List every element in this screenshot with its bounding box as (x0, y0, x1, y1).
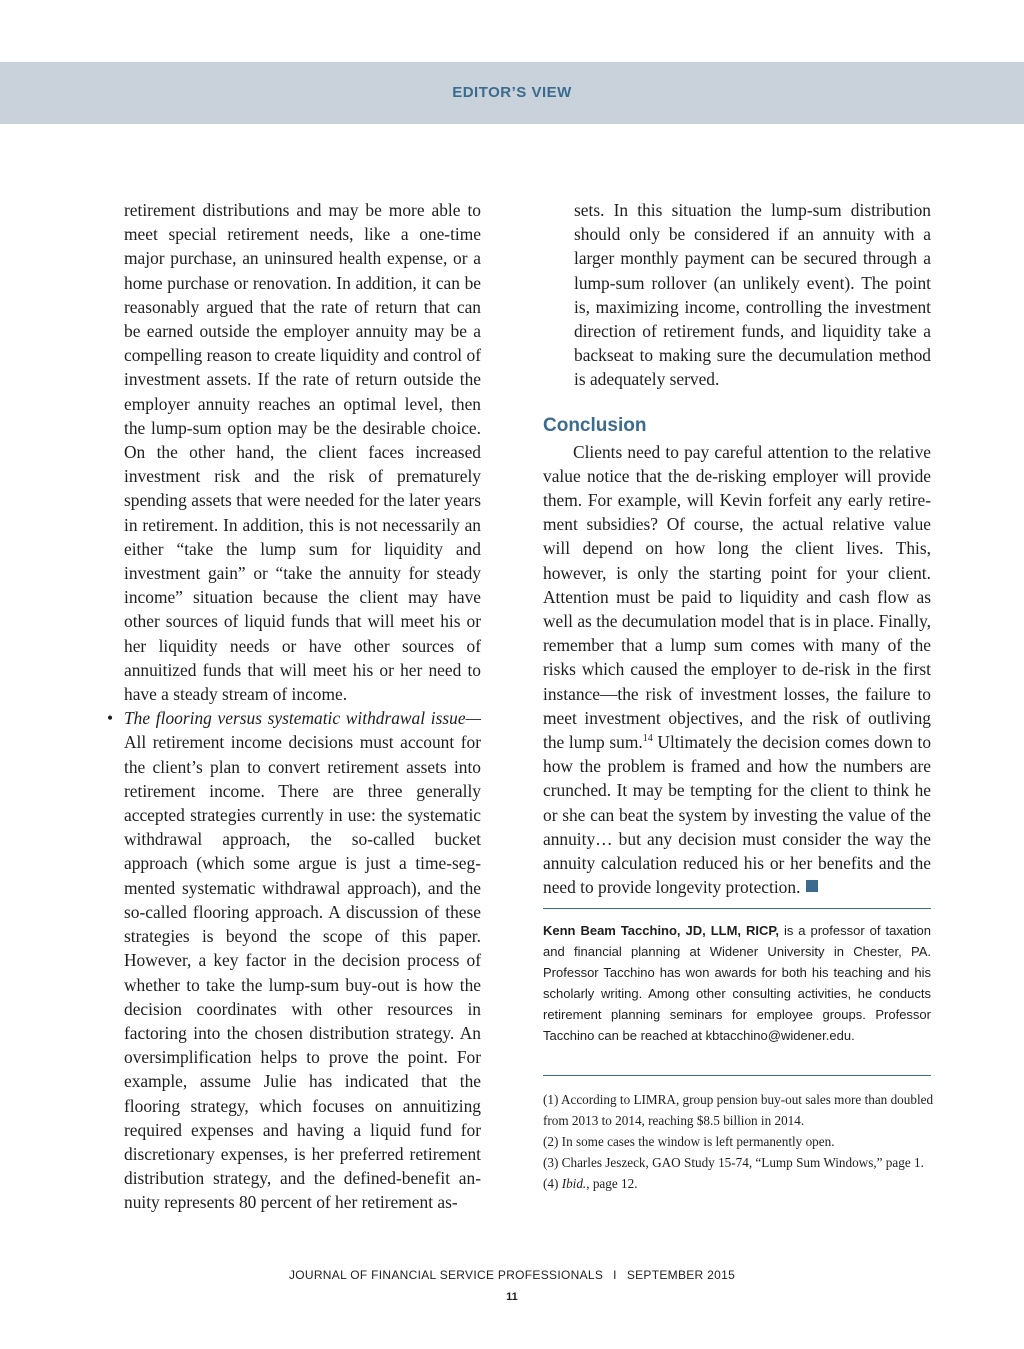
footnotes (543, 1089, 938, 1194)
bullet-marker: • (107, 708, 114, 729)
footer-journal-line (0, 1268, 1024, 1282)
bio-bottom-rule (543, 1075, 931, 1076)
conclusion-text-b: Ultimately the decision comes down to how the problem is framed and how the numbers are crunched. It may be tempting for the client to think he or she can beat the system by investing the value of the annuity… but any decision must consider the way the annuity calculation reduced his or her benefits and the need to provide longevity protection. (543, 732, 932, 898)
bullet-title: The flooring versus systematic withdrawal issue— (124, 708, 481, 729)
right-column (543, 198, 931, 899)
bio-top-rule (543, 908, 931, 909)
continued-paragraph: sets. In this situation the lump-sum distribution should only be considered if an annuity with a larger monthly payment can be secured through a lump-sum rollover (an unlikely event). The point is, maximizing income, controlling the investment direction of retirement funds, and liquidity take a backseat to making sure the decumulation method is adequately served. (574, 200, 931, 390)
author-bio-text: is a professor of taxation and financial planning at Widener University in Chester, PA. Professor Tacchino has won awards for both his teaching and his scholarly writing. Among other consulting activities, he conducts retirement planning seminars for employee groups. Professor Tacchino can be reached at kbtacchino@widener.edu. (543, 923, 931, 1043)
page-number: 11 (506, 1291, 518, 1303)
issue-date: SEPTEMBER 2015 (626, 1268, 736, 1282)
footnote-item: (1) According to LIMRA, group pension buy-out sales more than doubled from 2013 to 2014, reaching $8.5 billion in 2014. (543, 1092, 934, 1128)
end-of-article-mark (806, 880, 818, 892)
left-column (107, 198, 481, 1215)
conclusion-heading: Conclusion (543, 414, 647, 436)
section-header-band (0, 62, 1024, 124)
section-label: EDITOR’S VIEW (452, 84, 572, 101)
bullet-paragraph (124, 706, 481, 1214)
footnote-item: (2) In some cases the window is left permanently open. (543, 1134, 835, 1149)
journal-title: JOURNAL OF FINANCIAL SERVICE PROFESSIONALS (288, 1268, 604, 1282)
author-name: Kenn Beam Tacchino, JD, LLM, RICP, (543, 923, 779, 938)
body-paragraph: retirement distributions and may be more able to meet special retirement needs, like a one-time major purchase, an uninsured health expense, or a home purchase or renovation. In addition, it can be reasonably argued that the rate of return that can be earned outside the employer annuity may be a compelling reason to create liquidity and control of investment assets. If the rate of return outside the employer annuity reaches an optimal level, then the lump-sum option may be the desirable choice. On the other hand, the client faces increased investment risk and the risk of prematurely spending assets that were needed for the later years in retirement. In addition, this is not necessarily an either “take the lump sum for liquidity and investment gain” or “take the annuity for steady income” situation because the client may have other sources of liquid funds that will meet his or her liquidity needs or have other sources of annuitized funds that will meet his or her need to have a steady stream of income. (124, 200, 481, 705)
conclusion-text-a: Clients need to pay careful attention to the relative value notice that the de-risking employer will provide them. For example, will Kevin forfeit any early retirement subsidies? Of course, the actual relative value will depend on how long the client lives. This, however, is only the starting point for your client. Attention must be paid to liquidity and cash flow as well as the decumulation model that is in place. Finally, remember that a lump sum comes with many of the risks which caused the employer to de-risk in the first instance—the risk of investment losses, the failure to meet investment objectives, and the risk of outliving the lump sum. (543, 441, 931, 753)
footnote-item: (3) Charles Jeszeck, GAO Study 15-74, “Lump Sum Windows,” page 1. (543, 1155, 924, 1170)
footer-separator: I (613, 1268, 617, 1282)
author-bio (543, 920, 931, 1046)
conclusion-paragraph (543, 440, 931, 900)
bullet-item (107, 706, 481, 1214)
bullet-body: All retirement income decisions must account for the client’s plan to convert retirement assets into retirement income. There are three generally accepted strategies currently in use: the systematic withdrawal approach, the so-called bucket approach (which some argue is just a time-segmented systematic withdrawal approach), and the so-called flooring approach. A discussion of these strategies is beyond the scope of this paper. However, a key factor in the decision process of whether to take the lump-sum buy-out is how the decision coordinates with other resources in factoring into the chosen distribution strategy. An oversimplification helps to prove the point. For example, assume Julie has indicated that the flooring strategy, which focuses on annuitizing required expenses and having a liquid fund for discretionary expenses, is her preferred retirement distribution strategy, and the defined-benefit annuity represents 80 percent of her retirement as- (124, 732, 481, 1213)
footnote-reference: 14 (642, 733, 653, 745)
footnote-ibid: Ibid. (561, 1176, 587, 1191)
footnote-item: (4) Ibid., page 12. (543, 1176, 638, 1191)
